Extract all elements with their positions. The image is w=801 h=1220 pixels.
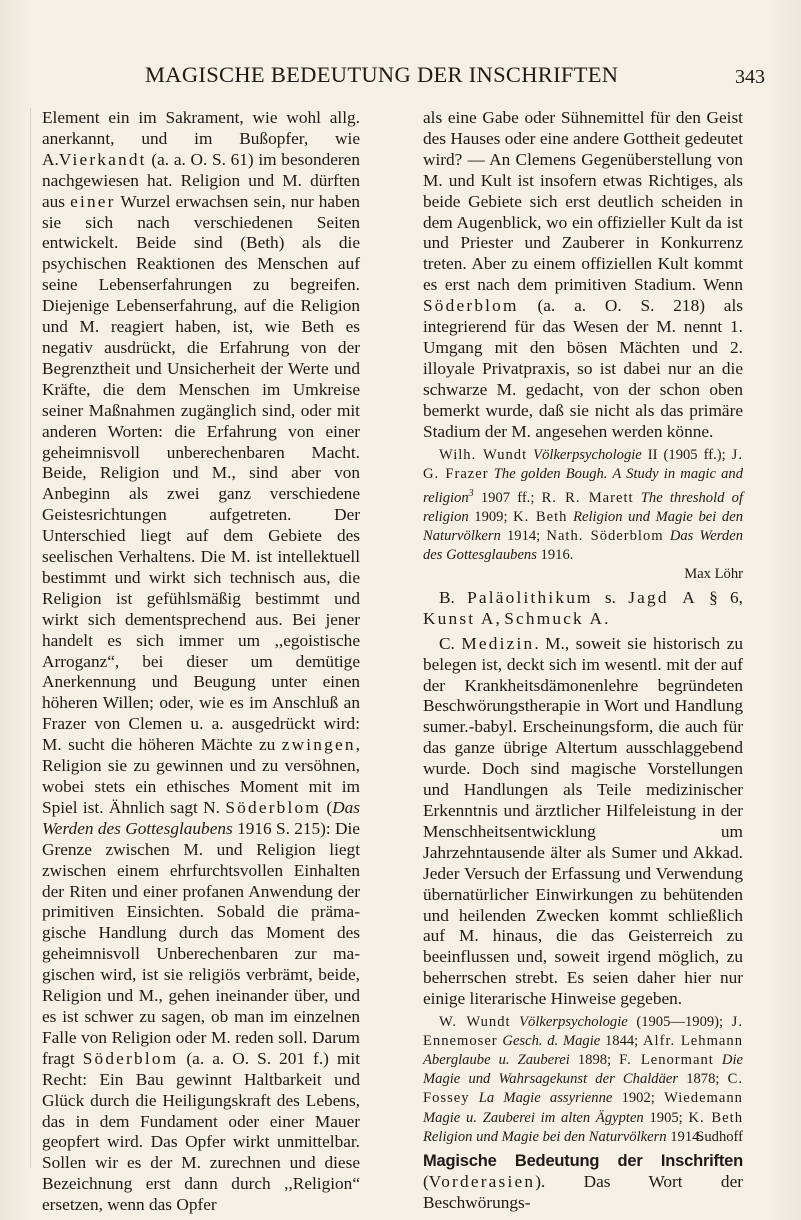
- ref-text: 1905;: [643, 1109, 689, 1126]
- ref-text: 1902;: [612, 1090, 665, 1107]
- ref-title: Religion und Magie bei den Naturvölkern: [423, 508, 743, 544]
- right-paragraph-1: [423, 108, 743, 443]
- article-author-1: Max Löhr: [684, 565, 743, 582]
- ref-text: 1907 ff.;: [473, 489, 542, 506]
- ref-title: Völkerpsychologie: [533, 446, 642, 463]
- ref-text: 1878;: [678, 1071, 728, 1088]
- ref-edition: 3: [468, 487, 474, 499]
- text-run: .: [604, 608, 609, 628]
- ref-author: K. Beth: [688, 1109, 743, 1126]
- page-number: 343: [735, 66, 765, 88]
- spaced-name: Söderblom: [82, 1048, 179, 1068]
- text-run: Element ein im Sakrament, wie wohl allg. anerkannt, und im Bußopfer, wie A.: [42, 108, 360, 169]
- text-run: 1916 S. 215): Die Grenze zwischen M. und Religion liegt zwischen einem ehrfurchtsvollen Einhalten der Riten und einer profanen Anwendung der primitiven Einsichten. Sobald die prämagische Handlung durch das Moment des geheimnisvoll Unberechenbaren zur magischen wird, ist sie religiös verbrämt, beide, Religion und M., gehen ineinander über, und es ist schwer zu sagen, ob man im einzelnen Falle von Religion oder M. reden soll. Darum fragt: [42, 818, 360, 1068]
- page-header: [0, 62, 801, 92]
- spaced-name: Söderblom: [225, 797, 322, 817]
- ref-title: Das Werden des Gottesglaubens: [423, 527, 743, 563]
- cross-ref: Jagd A: [628, 587, 697, 607]
- text-run: (a. a. O. S. 201 f.) mit Recht: Ein Bau gewinnt Haltbarkeit und Glück durch die Heiligungskraft des Lebens, das in dem Fundament oder einer Mauer geopfert wird. Das Opfer wirkt unmittelbar. Sollen wir es der M. zurechnen und diese Bezeichnung erst dann durch ,,Religion“ ersetzen, wenn das Opfer: [42, 1048, 360, 1215]
- text-run: (: [321, 797, 333, 817]
- ref-text: (1905—1909);: [627, 1014, 732, 1031]
- left-paragraph: [42, 108, 360, 1216]
- ref-text: 1916.: [536, 546, 574, 563]
- ref-title: Magie u. Zauberei im alten Ägypten: [423, 1109, 644, 1126]
- bibliography-1: [423, 446, 743, 565]
- text-run: als eine Gabe oder Sühnemittel für den Geist des Hauses oder eine andere Gottheit gedeutet wird? — An Clemens Gegenüberstellung von M. und Kult ist insofern etwas Richtiges, als beide Gebiete sich erst deutlich scheiden in dem Augenblick, wo ein offizieller Kult da ist und Priester und Zauberer in Konkurrenz treten. Aber zu einem offiziellen Kult kommt es erst nach dem primitiven Stadium. Wenn: [423, 108, 743, 295]
- entry-heading: Magische Bedeutung der Inschriften: [423, 1151, 743, 1170]
- running-title: MAGISCHE BEDEUTUNG DER INSCHRIFTEN: [145, 62, 619, 87]
- left-column: [42, 108, 360, 1216]
- text-run: § 6,: [696, 587, 743, 607]
- ref-author: C. Fossey: [423, 1071, 743, 1107]
- section-label: B.: [439, 587, 468, 607]
- section-b: [423, 588, 743, 630]
- ref-title: Die Magie und Wahrsagekunst der Chaldäer: [423, 1052, 743, 1088]
- ref-title: The golden Bough. A Study in magic and religion: [423, 465, 743, 506]
- ref-author: J. Ennemoser: [423, 1014, 743, 1050]
- next-entry: [423, 1151, 743, 1214]
- ref-title: Gesch. d. Magie: [502, 1033, 601, 1050]
- right-column: [423, 108, 743, 1213]
- ref-author: J. G. Frazer: [423, 446, 743, 482]
- ref-text: 1914;: [500, 527, 547, 544]
- ref-author: F. Lenormant: [619, 1052, 714, 1069]
- text-run: ). Das Wort der Beschwörungs-: [423, 1171, 743, 1212]
- spaced-word: Vorderasien: [428, 1171, 536, 1191]
- spaced-word: einer: [70, 191, 116, 211]
- ref-title: La Magie assyrienne: [478, 1090, 613, 1107]
- ref-author: W. Wundt: [439, 1014, 511, 1031]
- text-run: s.: [592, 587, 629, 607]
- bibliography-2: [423, 1013, 743, 1147]
- text-run: , Religion sie zu gewinnen und zu versöhnen, wobei stets ein ethisches Moment mit im Spiel ist. Ähnlich sagt N.: [42, 735, 360, 817]
- ref-author: Wilh. Wundt: [439, 446, 528, 463]
- spaced-name: Söderblom: [423, 296, 519, 316]
- text-run: (: [423, 1171, 429, 1191]
- section-heading: Paläolithikum: [467, 587, 593, 607]
- cross-ref: Schmuck A: [504, 608, 605, 628]
- article-author-2: Sudhoff: [696, 1128, 743, 1145]
- text-run: . M., soweit sie historisch zu belegen ist, deckt sich im wesentl. mit der auf der Krankheitsdämonenlehre begründeten Beschwörungstherapie in Wort und Handlung sumer.-babyl. Erscheinungsform, die auch für das ganze übrige Altertum ausschlaggebend wurde. Doch sind magische Vorstellungen und Handlungen als Teile medizinischer Erkenntnis und ärztlicher Hilfeleistung in der Menschheitsentwicklung um Jahrzehntausende älter als Sumer und Akkad. Jeder Versuch der Erfassung und Verwendung übernatürlicher Einwirkungen zu behütenden und heilenden Zwecken kommt schließlich auf M. hinaus, die das Geisterreich zu beeinflussen und, soweit irgend möglich, zu beherrschen strebt. Es seien daher hier nur einige literarische Hinweise gegeben.: [423, 633, 744, 1009]
- ref-title: The threshold of religion: [423, 489, 743, 525]
- cross-ref: Kunst A: [423, 608, 496, 628]
- text-run: ,: [495, 608, 505, 628]
- ref-author: K. Beth: [513, 508, 568, 525]
- ref-author: Alfr. Lehmann: [642, 1033, 743, 1050]
- text-run: (a. a. O. S. 218) als integrierend für das Wesen der M. nennt 1. Umgang mit den bösen Mächten und 2. illoyale Privatpraxis, so ist dabei nur an die schwarze M. gedacht, von der schon oben bemerkt wurde, daß sie nicht als das primäre Stadium der M. angesehen werden könne.: [423, 296, 743, 441]
- ref-text: 1914.: [666, 1128, 704, 1145]
- section-c: [423, 634, 743, 1010]
- section-label: C.: [439, 633, 462, 653]
- ref-text: 1898;: [569, 1052, 620, 1069]
- ref-title: Völkerpsychologie: [519, 1014, 628, 1031]
- ref-author: Nath. Söderblom: [546, 527, 664, 544]
- ref-text: II (1905 ff.);: [641, 446, 732, 463]
- ref-author: Wiedemann: [664, 1090, 743, 1107]
- spaced-name: Vierkandt: [58, 149, 147, 169]
- italic-title: Das Werden des Gottesglaubens: [42, 797, 361, 838]
- left-margin-shadow: [30, 108, 31, 1168]
- text-run: Wurzel erwachsen sein, nur haben sie sich nach verschiedenen Seiten entwickelt. Beide sind (Beth) als die psychischen Reaktionen des Menschen auf seine Lebenserfahrungen zu begreifen. Diejenige Lebenserfahrung, auf die Religion und M. reagiert haben, ist, wie Beth es negativ ausdrückt, die Erfahrung von der Begrenztheit und Unsicherheit der Werte und Kräfte, die dem Menschen im Umkreise seiner Maßnahmen zugänglich sind, oder mit anderen Worten: die Erfahrung von einer geheimnisvoll unberechenbaren Macht. Beide, Religion und M., sind aber von Anbeginn als zwei ganz verschiedene Geistesrichtungen aufgetreten. Der Unterschied liegt auf dem Gebiete des seelischen Verhaltens. Die M. ist intellektuell bestimmt und wirkt sich technisch aus, die Religion ist gefühlsmäßig bestimmt und wirkt sich dementsprechend aus. Bei jener handelt es sich immer um ,,egoistische Arroganz“, bei dieser um demütige Anerkennung und Beugung unter einen höheren Willen; oder, wie es im Anschluß an Frazer von Clemen u. a. ausgedrückt wird: M. sucht die höheren Mächte zu: [42, 191, 361, 755]
- text-run: (a. a. O. S. 61) im besonderen nachgewiesen hat. Religion und M. dürften aus: [42, 149, 360, 211]
- spaced-word: zwingen: [281, 735, 356, 755]
- ref-title: Aberglaube u. Zauberei: [423, 1052, 570, 1069]
- ref-text: 1909;: [468, 508, 514, 525]
- ref-author: R. R. Marett: [541, 489, 634, 506]
- section-heading: Medizin: [461, 633, 535, 653]
- ref-text: 1844;: [600, 1033, 643, 1050]
- ref-title: Religion und Magie bei den Naturvölkern: [423, 1128, 667, 1145]
